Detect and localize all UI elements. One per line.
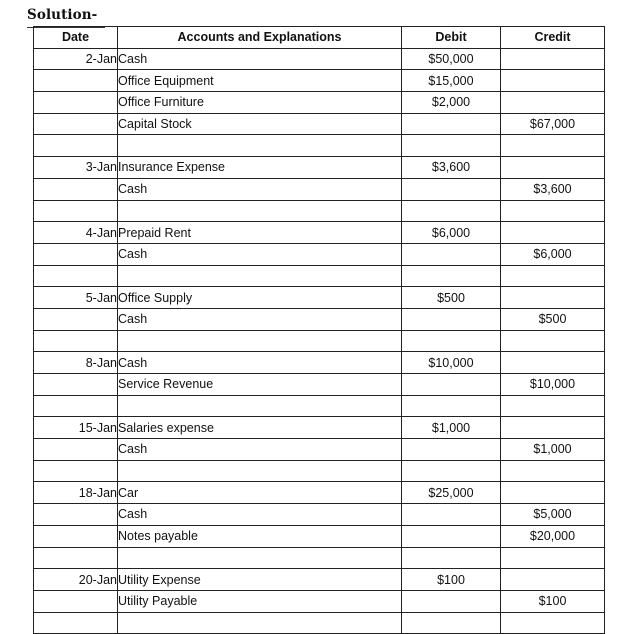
debit-cell bbox=[402, 113, 501, 135]
table-row bbox=[34, 482, 605, 504]
date-cell bbox=[34, 243, 118, 265]
table-row bbox=[34, 330, 605, 352]
debit-cell: $500 bbox=[402, 287, 501, 309]
column-header-debit: Debit bbox=[402, 27, 501, 49]
credit-cell: $100 bbox=[501, 590, 605, 612]
date-cell bbox=[34, 330, 118, 352]
date-cell: 18-Jan bbox=[34, 482, 118, 504]
date-cell bbox=[34, 525, 118, 547]
date-cell: 8-Jan bbox=[34, 352, 118, 374]
table-row bbox=[34, 547, 605, 569]
debit-cell: $10,000 bbox=[402, 352, 501, 374]
account-cell bbox=[118, 395, 402, 417]
journal-body bbox=[34, 48, 605, 634]
credit-cell: $10,000 bbox=[501, 374, 605, 396]
account-cell: Prepaid Rent bbox=[118, 222, 402, 244]
account-cell: Cash bbox=[118, 308, 402, 330]
credit-cell: $500 bbox=[501, 308, 605, 330]
table-row bbox=[34, 460, 605, 482]
credit-cell bbox=[501, 352, 605, 374]
date-cell: 20-Jan bbox=[34, 569, 118, 591]
credit-cell bbox=[501, 612, 605, 634]
account-cell: Cash bbox=[118, 352, 402, 374]
table-row bbox=[34, 439, 605, 461]
credit-cell bbox=[501, 482, 605, 504]
account-cell: Notes payable bbox=[118, 525, 402, 547]
account-cell: Office Supply bbox=[118, 287, 402, 309]
date-cell bbox=[34, 374, 118, 396]
column-header-date: Date bbox=[34, 27, 118, 49]
account-cell bbox=[118, 135, 402, 157]
table-row bbox=[34, 308, 605, 330]
debit-cell: $6,000 bbox=[402, 222, 501, 244]
account-cell: Capital Stock bbox=[118, 113, 402, 135]
table-row bbox=[34, 157, 605, 179]
table-row bbox=[34, 92, 605, 114]
debit-cell: $3,600 bbox=[402, 157, 501, 179]
date-cell bbox=[34, 439, 118, 461]
table-row bbox=[34, 135, 605, 157]
debit-cell bbox=[402, 504, 501, 526]
date-cell bbox=[34, 612, 118, 634]
debit-cell: $2,000 bbox=[402, 92, 501, 114]
credit-cell: $3,600 bbox=[501, 178, 605, 200]
table-row bbox=[34, 525, 605, 547]
credit-cell bbox=[501, 48, 605, 70]
table-row bbox=[34, 395, 605, 417]
debit-cell bbox=[402, 135, 501, 157]
credit-cell: $20,000 bbox=[501, 525, 605, 547]
table-row bbox=[34, 222, 605, 244]
date-cell: 2-Jan bbox=[34, 48, 118, 70]
credit-cell bbox=[501, 157, 605, 179]
date-cell bbox=[34, 178, 118, 200]
table-row bbox=[34, 265, 605, 287]
table-row bbox=[34, 113, 605, 135]
account-cell bbox=[118, 460, 402, 482]
account-cell: Cash bbox=[118, 178, 402, 200]
credit-cell: $1,000 bbox=[501, 439, 605, 461]
credit-cell bbox=[501, 135, 605, 157]
date-cell bbox=[34, 70, 118, 92]
debit-cell: $100 bbox=[402, 569, 501, 591]
debit-cell: $15,000 bbox=[402, 70, 501, 92]
table-row bbox=[34, 243, 605, 265]
date-cell bbox=[34, 547, 118, 569]
debit-cell bbox=[402, 525, 501, 547]
column-header-account: Accounts and Explanations bbox=[118, 27, 402, 49]
account-cell: Salaries expense bbox=[118, 417, 402, 439]
credit-cell bbox=[501, 417, 605, 439]
date-cell bbox=[34, 395, 118, 417]
account-cell: Utility Payable bbox=[118, 590, 402, 612]
date-cell bbox=[34, 460, 118, 482]
account-cell: Car bbox=[118, 482, 402, 504]
account-cell: Service Revenue bbox=[118, 374, 402, 396]
debit-cell bbox=[402, 243, 501, 265]
table-row bbox=[34, 374, 605, 396]
date-cell: 15-Jan bbox=[34, 417, 118, 439]
table-row bbox=[34, 178, 605, 200]
account-cell: Cash bbox=[118, 48, 402, 70]
debit-cell bbox=[402, 374, 501, 396]
account-cell bbox=[118, 547, 402, 569]
account-cell: Office Furniture bbox=[118, 92, 402, 114]
credit-cell bbox=[501, 287, 605, 309]
column-header-credit: Credit bbox=[501, 27, 605, 49]
table-row bbox=[34, 569, 605, 591]
table-row bbox=[34, 200, 605, 222]
table-row bbox=[34, 287, 605, 309]
debit-cell bbox=[402, 395, 501, 417]
credit-cell: $5,000 bbox=[501, 504, 605, 526]
debit-cell bbox=[402, 178, 501, 200]
debit-cell bbox=[402, 265, 501, 287]
date-cell bbox=[34, 308, 118, 330]
date-cell bbox=[34, 135, 118, 157]
table-row bbox=[34, 504, 605, 526]
account-cell: Utility Expense bbox=[118, 569, 402, 591]
page-title: Solution- bbox=[27, 7, 98, 23]
credit-cell bbox=[501, 265, 605, 287]
account-cell bbox=[118, 265, 402, 287]
account-cell bbox=[118, 200, 402, 222]
credit-cell bbox=[501, 70, 605, 92]
credit-cell bbox=[501, 200, 605, 222]
table-header-row bbox=[34, 27, 605, 49]
date-cell bbox=[34, 92, 118, 114]
debit-cell bbox=[402, 308, 501, 330]
credit-cell bbox=[501, 222, 605, 244]
debit-cell: $25,000 bbox=[402, 482, 501, 504]
date-cell bbox=[34, 265, 118, 287]
date-cell: 4-Jan bbox=[34, 222, 118, 244]
credit-cell: $67,000 bbox=[501, 113, 605, 135]
account-cell bbox=[118, 330, 402, 352]
date-cell: 3-Jan bbox=[34, 157, 118, 179]
credit-cell bbox=[501, 395, 605, 417]
debit-cell bbox=[402, 547, 501, 569]
credit-cell bbox=[501, 547, 605, 569]
debit-cell bbox=[402, 330, 501, 352]
credit-cell bbox=[501, 92, 605, 114]
account-cell: Cash bbox=[118, 243, 402, 265]
table-row bbox=[34, 417, 605, 439]
journal-entries-table bbox=[33, 26, 605, 634]
account-cell: Office Equipment bbox=[118, 70, 402, 92]
table-row bbox=[34, 48, 605, 70]
credit-cell bbox=[501, 569, 605, 591]
debit-cell bbox=[402, 460, 501, 482]
debit-cell bbox=[402, 439, 501, 461]
debit-cell: $50,000 bbox=[402, 48, 501, 70]
credit-cell: $6,000 bbox=[501, 243, 605, 265]
date-cell bbox=[34, 113, 118, 135]
account-cell: Cash bbox=[118, 504, 402, 526]
account-cell: Insurance Expense bbox=[118, 157, 402, 179]
credit-cell bbox=[501, 330, 605, 352]
credit-cell bbox=[501, 460, 605, 482]
table-row bbox=[34, 70, 605, 92]
date-cell bbox=[34, 200, 118, 222]
date-cell: 5-Jan bbox=[34, 287, 118, 309]
debit-cell: $1,000 bbox=[402, 417, 501, 439]
date-cell bbox=[34, 504, 118, 526]
debit-cell bbox=[402, 200, 501, 222]
account-cell bbox=[118, 612, 402, 634]
table-row bbox=[34, 352, 605, 374]
table-row bbox=[34, 612, 605, 634]
debit-cell bbox=[402, 612, 501, 634]
account-cell: Cash bbox=[118, 439, 402, 461]
